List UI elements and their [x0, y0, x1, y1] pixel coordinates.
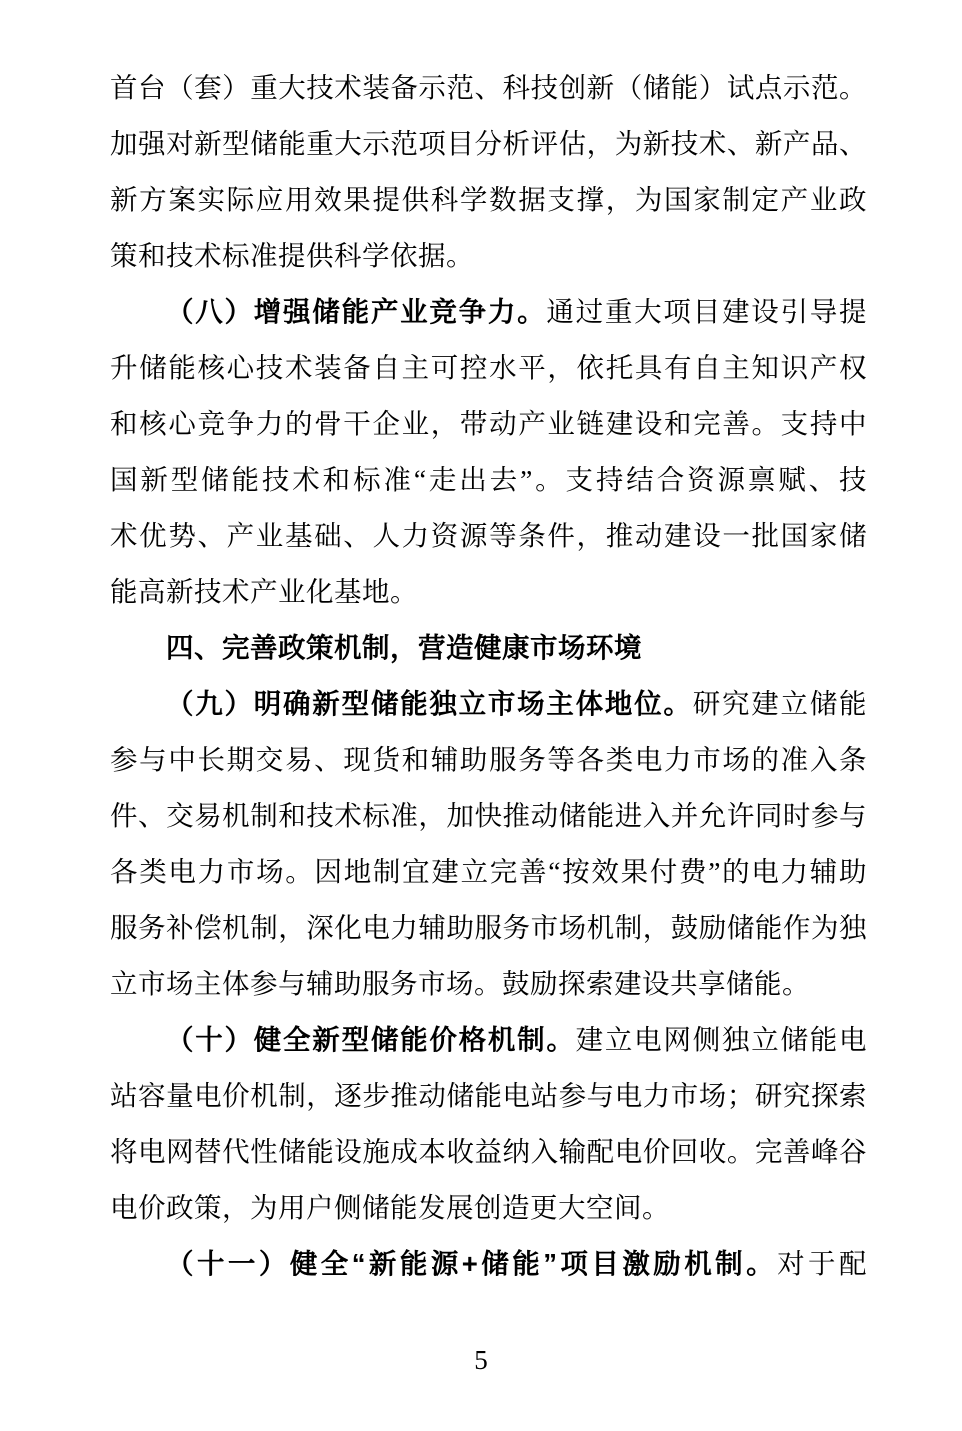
text-line-item-8: [110, 284, 867, 340]
text-line: [110, 564, 867, 620]
page-number: 5: [474, 1345, 488, 1375]
section-heading-text: 四、完善政策机制，营造健康市场环境: [166, 632, 642, 663]
body-text: 各类电力市场。因地制宜建立完善“按效果付费”的电力辅助: [110, 856, 867, 887]
body-text: 加强对新型储能重大示范项目分析评估，为新技术、新产品、: [110, 128, 867, 159]
body-text: 参与中长期交易、现货和辅助服务等各类电力市场的准入条: [110, 744, 867, 775]
body-text: 策和技术标准提供科学依据。: [110, 240, 474, 271]
text-line: [110, 956, 867, 1012]
body-text: 立市场主体参与辅助服务市场。鼓励探索建设共享储能。: [110, 968, 810, 999]
body-text: 件、交易机制和技术标准，加快推动储能进入并允许同时参与: [110, 800, 867, 831]
body-text: 通过重大项目建设引导提: [546, 296, 867, 327]
body-text: 升储能核心技术装备自主可控水平，依托具有自主知识产权: [110, 352, 867, 383]
body-text: 服务补偿机制，深化电力辅助服务市场机制，鼓励储能作为独: [110, 912, 867, 943]
text-line-item-11: [110, 1236, 867, 1292]
text-line: [110, 228, 867, 284]
body-text: 能高新技术产业化基地。: [110, 576, 418, 607]
text-line: [110, 1180, 867, 1236]
text-line: [110, 396, 867, 452]
body-text: 电价政策，为用户侧储能发展创造更大空间。: [110, 1192, 670, 1223]
text-line: [110, 844, 867, 900]
text-line: [110, 60, 867, 116]
body-text: 研究建立储能: [692, 688, 868, 719]
text-line: [110, 340, 867, 396]
body-text: 对于配: [777, 1248, 868, 1279]
document-text-block: [110, 60, 867, 1292]
body-text: 新方案实际应用效果提供科学数据支撑，为国家制定产业政: [110, 184, 867, 215]
body-text: 术优势、产业基础、人力资源等条件，推动建设一批国家储: [110, 520, 867, 551]
text-line: [110, 1124, 867, 1180]
text-line: [110, 900, 867, 956]
item-heading: （八）增强储能产业竞争力。: [166, 296, 547, 327]
section-heading-4: [110, 620, 867, 676]
body-text: 建立电网侧独立储能电: [575, 1024, 868, 1055]
text-line: [110, 788, 867, 844]
text-line: [110, 508, 867, 564]
text-line-item-10: [110, 1012, 867, 1068]
text-line: [110, 1068, 867, 1124]
text-line: [110, 732, 867, 788]
body-text: 国新型储能技术和标准“走出去”。支持结合资源禀赋、技: [110, 464, 867, 495]
text-line: [110, 116, 867, 172]
body-text: 首台（套）重大技术装备示范、科技创新（储能）试点示范。: [110, 72, 867, 103]
text-line: [110, 172, 867, 228]
item-heading: （十一）健全“新能源+储能”项目激励机制。: [166, 1248, 778, 1279]
text-line-item-9: [110, 676, 867, 732]
body-text: 和核心竞争力的骨干企业，带动产业链建设和完善。支持中: [110, 408, 867, 439]
item-heading: （十）健全新型储能价格机制。: [166, 1024, 576, 1055]
body-text: 站容量电价机制，逐步推动储能电站参与电力市场；研究探索: [110, 1080, 867, 1111]
body-text: 将电网替代性储能设施成本收益纳入输配电价回收。完善峰谷: [110, 1136, 867, 1167]
text-line: [110, 452, 867, 508]
item-heading: （九）明确新型储能独立市场主体地位。: [166, 688, 693, 719]
